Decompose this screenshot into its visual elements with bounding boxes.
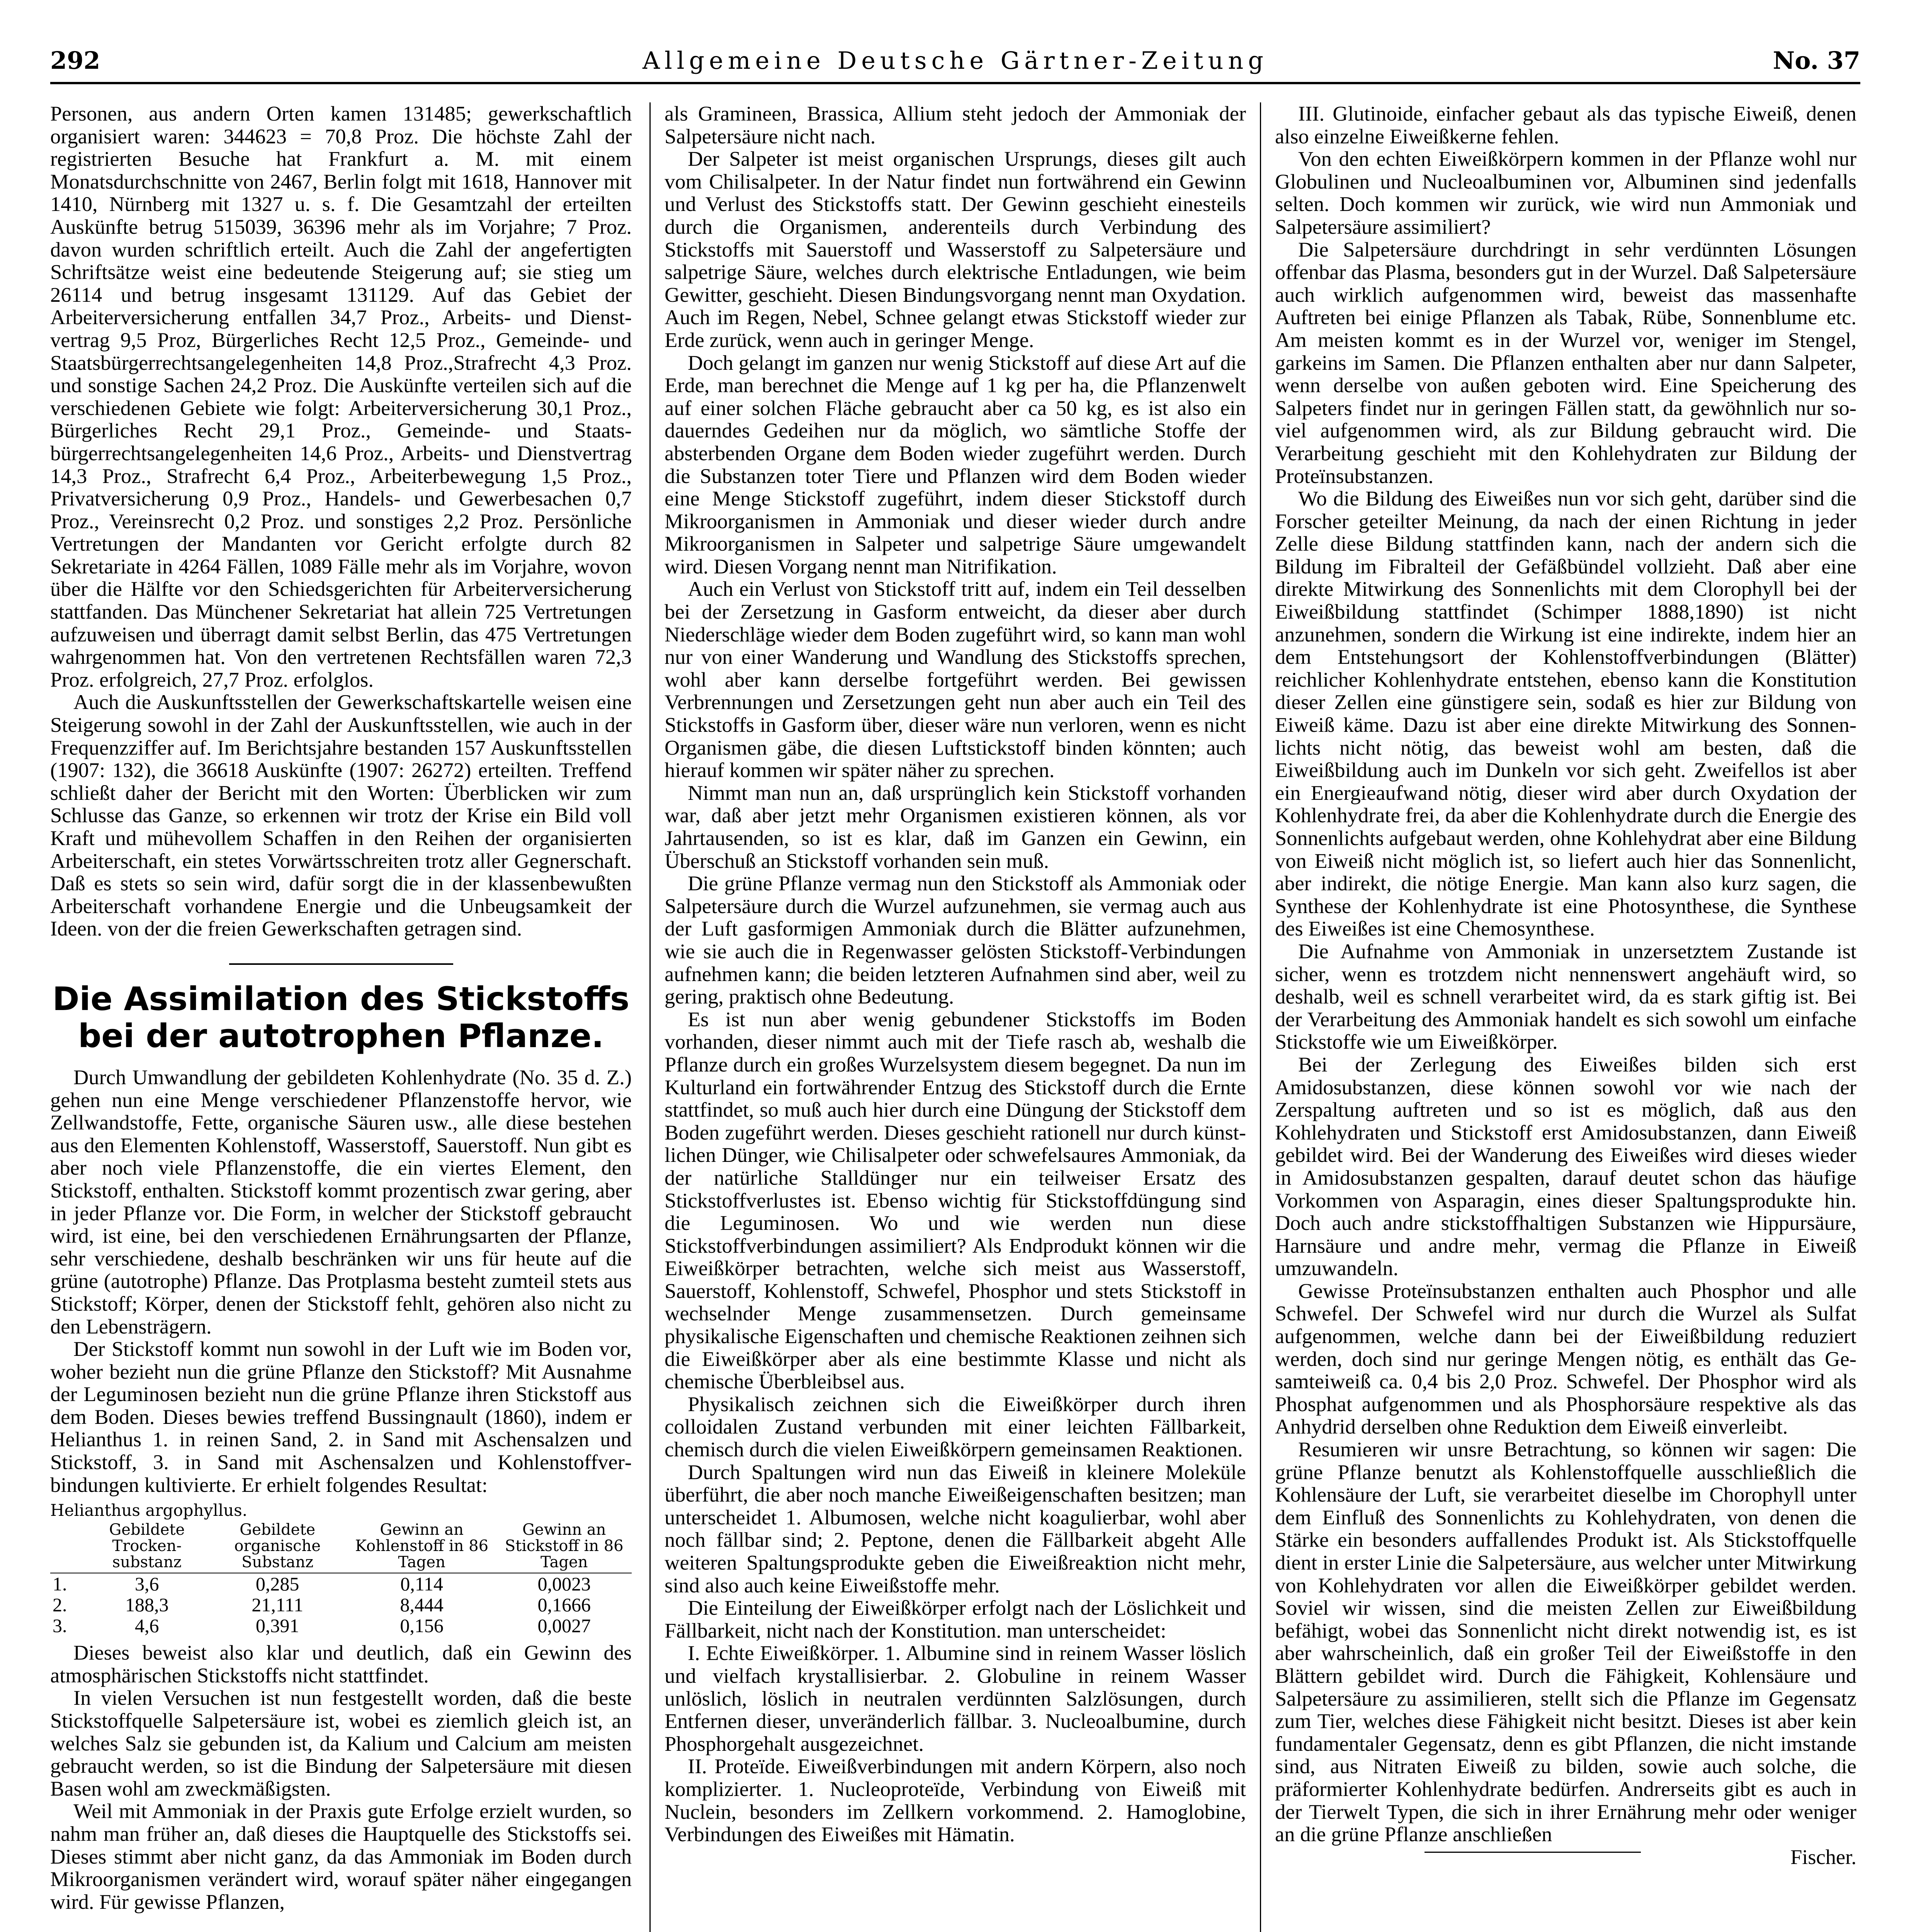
table-header: Gewinn an Kohlenstoff in 86 Tagen — [347, 1522, 497, 1573]
paragraph: Resumieren wir unsre Betrachtung, so können wir sagen: Die grüne Pflanze benutzt als Kohlenstoffquelle ausschließlich die Kohlensäure der Luft, sie verarbeitet dieselbe im Chorophyll unter dem Einfluß des Sonnenlichts zu Kohlehydraten, von denen die Stärke ein besonders auffallendes Produkt ist. Als Stickstoffquelle dient in erster Linie die Salpetersäure, aus welcher unter Mitwirkung von Kohlehydraten vor allen die Eiweißkörper gebildet werden. Soviel wir wissen, sind die meisten Zellen zur Eiweißbildung befähigt, wobei das Sonnenlicht nicht direkt notwendig ist, es ist aber wahrscheinlich, daß ein großer Teil der Eiweißstoffe in den Blättern gebildet wird. Durch die Fähigkeit, Kohlensäure und Salpetersäure zu assimilieren, stellt sich die Pflanze im Gegensatz zum Tier, welches diese Fähigkeit nicht besitzt. Dieses ist aber kein fundamentaler Gegensatz, denn es gibt Pflanzen, die nicht imstande sind, aus Nitraten Eiweiß zu bilden, sowie auch solche, die präformierter Kohlenhydrate bedürfen. Andrerseits gibt es auch in der Tierwelt Typen, die sich in ihrer Ernährung mehr oder weniger an die grüne Pflanze anschließen — [1275, 1437, 1856, 1846]
table-header-blank — [50, 1522, 86, 1573]
table-cell: 0,285 — [255, 1573, 299, 1595]
table-cell: 0,1666 — [537, 1594, 591, 1616]
table-cell: 0,391 — [255, 1615, 299, 1637]
results-table — [50, 1522, 632, 1636]
paragraph: Durch Umwandlung der gebildeten Kohlenhydrate (No. 35 d. Z.) gehen nun eine Menge verschiedener Pflanzenstoffe hervor, wie Zellwandstoffe, Fette, organische Säuren usw., alle diese bestehen aus den Elementen Kohlenstoff, Wasserstoff, Sauerstoff. Nun gibt es aber noch viele Pflanzenstoffe, die ein viertes Element, den Stickstoff, enthalten. Stickstoff kommt prozentisch zwar gering, aber in jeder Pflanze vor. Die Form, in welcher der Stickstoff gebraucht wird, ist eine, bei den verschiedenen Ernährungsarten der Pflanze, sehr verschiedene, deshalb beschränken wir uns für heute auf die grüne (autotrophe) Pflanze. Das Protplasma besteht zumteil stets aus Stickstoff; Körper, denen der Stickstoff fehlt, gehören also nicht zu den Lebensträgern. — [50, 1065, 632, 1338]
paragraph: Bei der Zerlegung des Eiweißes bilden sich erst Amidosubstanzen, diese können sowohl vor wie nach der Zerspaltung auftreten und so ist es möglich, daß aus den Kohlehydraten und Stickstoff erst Amidosubstanzen, dann Eiweiß gebildet wird. Bei der Wanderung des Eiweißes wird dieses wieder in Amidosubstanzen gespalten, darauf deutet schon das häufige Vorkommen von Asparagin, eines dieser Spaltungsprodukte hin. Doch auch andre stickstoffhaltigen Substanzen wie Hippursäure, Harnsäure und andre mehr, vermag die Pflanze in Eiweiß umzuwandeln. — [1275, 1052, 1856, 1280]
paragraph: Weil mit Ammoniak in der Praxis gute Erfolge erzielt wurden, so nahm man früher an, daß dieses die Hauptquelle des Stickstoffs sei. Dieses stimmt aber nicht ganz, da das Ammoniak im Boden durch Mikroorganismen verändert wird, worauf später näher eingegangen wird. Für gewisse Pflanzen, — [50, 1799, 632, 1913]
paragraph: Die Aufnahme von Ammoniak in unzersetztem Zustande ist sicher, wenn es trotzdem nicht nennenswert angehäuft wird, so deshalb, weil es schnell verarbeitet wird, da es stark giftig ist. Bei der Verarbeitung des Ammoniak handelt es sich sowohl um einfache Stickstoffe wie um Eiweißkörper. — [1275, 939, 1856, 1054]
table-cell: 0,0027 — [537, 1615, 591, 1637]
issue-number: No. 37 — [1773, 46, 1860, 75]
table-cell: 0,156 — [400, 1615, 444, 1637]
paragraph: Nimmt man nun an, daß ursprünglich kein Stickstoff vorhanden war, daß aber jetzt mehr Organismen existieren können, als vor Jahrtausenden, so ist es klar, daß im Ganzen ein Gewinn, ein Überschuß an Stickstoff vorhanden sein muß. — [665, 781, 1246, 872]
table-header: Gewinn an Stickstoff in 86 Tagen — [496, 1522, 632, 1573]
paragraph: Die Einteilung der Eiweißkörper erfolgt nach der Löslichkeit und Fällbarkeit, nicht nach der Konstitution. man unterscheidet: — [665, 1596, 1246, 1642]
column-1 — [50, 102, 632, 1913]
paragraph: Die grüne Pflanze vermag nun den Stickstoff als Ammoniak oder Salpetersäure durch die Wurzel aufzunehmen, sie vermag auch aus der Luft gasformigen Ammoniak durch die Blätter aufzunehmen, wie sie auch die in Regenwasser gelösten Stickstoff-Verbindungen aufnehmen kann; die beiden letzteren Aufnahmen sind aber, weil zu gering, praktisch ohne Bedeutung. — [665, 871, 1246, 1009]
paragraph: In vielen Versuchen ist nun festgestellt worden, daß die beste Stickstoffquelle Salpetersäure ist, wobei es ziemlich gleich ist, an welches Salz sie gebunden ist, da Kalium und Calcium am meisten gebraucht werden, so ist die Bindung der Salpetersäure mit diesen Basen wohl am zweckmäßigsten. — [50, 1686, 632, 1800]
table-row — [50, 1594, 632, 1615]
paragraph: als Gramineen, Brassica, Allium steht jedoch der Ammoniak der Salpetersäure nicht nach. — [665, 102, 1246, 148]
column-divider-1 — [649, 102, 651, 1932]
table-row-label: 2. — [53, 1594, 67, 1616]
column-divider-2 — [1260, 102, 1261, 1932]
paragraph: Personen, aus andern Orten kamen 131485; gewerkschaftlich organisiert waren: 344623 = 70,8 Proz. Die höchste Zahl der registrierten Besuche hat Frankfurt a. M. mit einem Monatsdurchschnitte von 2467, Berlin folgt mit 1618, Hannover mit 1410, Nürnberg mit 1327 u. s. f. Die Gesamtzahl der erteilten Auskünfte betrug 515039, 36396 mehr als im Vorjahre; 7 Proz. davon wurden schriftlich erteilt. Auch die Zahl der angefertigten Schriftsätze weist eine bedeutende Steigerung auf; sie stieg um 26114 und betrug insgesamt 131129. Auf das Gebiet der Arbeiterversicherung entfallen 34,7 Proz., Arbeits- und Dienstvertrag 9,5 Proz, Bürgerliches Recht 12,5 Proz., Gemeinde- und Staatsbürgerrechtsangelegenheiten 14,8 Proz.,Strafrecht 4,3 Proz. und sonstige Sachen 24,2 Proz. Die Auskünfte verteilen sich auf die verschiedenen Gebiete wie folgt: Arbeiterversicherung 30,1 Proz., Bürgerliches Recht 29,1 Proz., Gemeinde- und Staatsbürgerrechtsangelegenheiten 14,6 Proz., Arbeits- und Dienstvertrag 14,3 Proz., Strafrecht 6,4 Proz., Arbeiterbewegung 1,5 Proz., Privatversicherung 0,9 Proz., Handels- und Gewerbesachen 0,7 Proz., Vereinsrecht 0,2 Proz. und sonstiges 2,2 Proz. Persönliche Vertretungen der Mandanten vor Gericht erfolgte durch 82 Sekretariate in 4264 Fällen, 1089 Fälle mehr als im Vorjahre, wovon über die Hälfte vor den Schiedsgerichten für Arbeiterversicherung stattfanden. Das Münchener Sekretariat hat allein 725 Vertretungen aufzuweisen und überragt damit selbst Berlin, das 475 Vertretungen wahrgenommen hat. Von den vertretenen Rechtsfällen waren 72,3 Proz. erfolgreich, 27,7 Proz. erfolglos. — [50, 102, 632, 691]
article-title-line-2: bei der autotrophen Pflanze. — [78, 1017, 604, 1055]
page-number: 292 — [50, 46, 100, 75]
table-cell: 188,3 — [125, 1594, 169, 1616]
article-signoff — [1275, 1846, 1856, 1869]
table-row — [50, 1573, 632, 1594]
table-cell: 0,114 — [400, 1573, 443, 1595]
paragraph: Doch gelangt im ganzen nur wenig Stickstoff auf diese Art auf die Erde, man berechnet die Menge auf 1 kg per ha, die Pflanzenwelt auf einer solchen Fläche gebraucht aber ca 50 kg, es ist also ein dauerndes Gedeihen nur da möglich, wo sämtliche Stoffe der absterbenden Organe dem Boden wieder zugeführt werden. Durch die Substanzen toter Tiere und Pflanzen wird dem Boden wieder eine Menge Stickstoff zugeführt, indem dieser Stickstoff durch Mikroorganismen in Ammoniak und dieser wieder durch andre Mikroorganismen in Salpeter und salpetrige Säure umgewandelt wird. Diesen Vorgang nennt man Nitrifikation. — [665, 350, 1246, 578]
paragraph: Dieses beweist also klar und deutlich, daß ein Gewinn des atmosphärischen Stickstoffs nicht stattfindet. — [50, 1641, 632, 1687]
paragraph: II. Proteïde. Eiweißverbindungen mit andern Körpern, also noch komplizierter. 1. Nucleoproteïde, Verbindung von Eiweiß mit Nuclein, besonders im Zellkern vorkommend. 2. Hamoglobine, Verbindungen des Eiweißes mit Hämatin. — [665, 1754, 1246, 1846]
header-rule — [50, 82, 1860, 84]
column-3 — [1275, 102, 1856, 1868]
table-cell: 21,111 — [252, 1594, 304, 1616]
table-cell: 0,0023 — [537, 1573, 591, 1595]
paragraph: Durch Spaltungen wird nun das Eiweiß in kleinere Moleküle überführt, die aber noch manche Eiweißeigenschaften besitzen; man unterscheidet 1. Albumosen, welche nicht koagulierbar, wohl aber noch fällbar sind; 2. Peptone, denen die Fällbarkeit abgeht Alle weiteren Spaltungsprodukte geben die Eiweißreaktion nicht mehr, sind also auch keine Eiweißstoffe mehr. — [665, 1460, 1246, 1597]
table-header-row — [50, 1522, 632, 1573]
paragraph: Physikalisch zeichnen sich die Eiweißkörper durch ihren colloidalen Zustand verbunden mit einer leichten Fällbarkeit, chemisch durch die vielen Eiweißkörpern gemeinsamen Reaktionen. — [665, 1392, 1246, 1461]
paragraph: Der Salpeter ist meist organischen Ursprungs, dieses gilt auch vom Chilisalpeter. In der Natur findet nun fortwährend ein Gewinn und Verlust des Stickstoffs statt. Der Gewinn geschieht einesteils durch die Organismen, anderenteils durch Verbindung des Stickstoffs mit Sauerstoff und Wasserstoff zu Salpetersäure und salpetrige Säure, welches durch elektrische Entladungen, wie beim Gewitter, geschieht. Diesen Bindungsvorgang nennt man Oxydation. Auch im Regen, Nebel, Schnee gelangt etwas Stickstoff wieder zur Erde zurück, wenn auch in geringer Menge. — [665, 147, 1246, 352]
table-header: Gebildete organische Substanz — [208, 1522, 347, 1573]
column-2 — [665, 102, 1246, 1846]
table-row-label: 1. — [53, 1573, 67, 1595]
paragraph: Wo die Bildung des Eiweißes nun vor sich geht, darüber sind die Forscher geteilter Meinung, da nach der einen Richtung in jeder Zelle diese Bildung stattfinden kann, nach der andern sich die Bildung im Fibralteil der Gefäßbündel vollzieht. Daß aber eine direkte Mitwirkung des Sonnenlichts mit dem Clorophyll bei der Eiweißbildung stattfindet (Schimper 1888,1890) ist nicht anzunehmen, sondern die Wirkung ist eine indirekte, indem hier an dem Entstehungsort der Kohlenstoffverbindungen (Blätter) reichlicher Kohlenhydrate entstehen, ebenso kann die Konstitution dieser Zellen eine günstigere sein, sodaß es hier zur Bildung von Eiweiß käme. Dazu ist aber eine direkte Mitwirkung des Sonnenlichts nicht nötig, das beweist wohl am besten, daß die Eiweißbildung auch im Dunkeln vor sich geht. Zweifellos ist aber ein Energieaufwand nötig, dieser wird aber durch Oxydation der Kohlenhydrate frei, da aber die Kohlenhydrate durch die Energie des Sonnenlichts aufgebaut werden, ohne Kohlehydrat aber eine Bildung von Eiweiß nicht möglich ist, so liefert auch hier das Sonnenlicht, aber indirekt, die nötige Energie. Man kann also kurz sagen, die Synthese der Kohlenhydrate ist eine Photosynthese, die Synthese des Eiweißes ist eine Chemosynthese. — [1275, 486, 1856, 940]
paragraph: Von den echten Eiweißkörpern kommen in der Pflanze wohl nur Globulinen und Nucleoalbuminen vor, Albuminen sind jedenfalls selten. Doch kommen wir zurück, wie wird nun Ammoniak und Salpetersäure assimiliert? — [1275, 147, 1856, 238]
paragraph: III. Glutinoide, einfacher gebaut als das typische Eiweiß, denen also einzelne Eiweißkerne fehlen. — [1275, 102, 1856, 148]
journal-title: Allgemeine Deutsche Gärtner-Zeitung — [643, 46, 1268, 75]
paragraph: Auch ein Verlust von Stickstoff tritt auf, indem ein Teil desselben bei der Zersetzung in Gasform entweicht, da dieser aber durch Niederschläge wieder dem Boden zugeführt wird, so kann man wohl nur von einer Wanderung und Wandlung des Stickstoffs sprechen, wohl aber kann derselbe fortgeführt werden. Bei gewissen Verbrennungen und Zersetzungen geht nun aber auch ein Teil des Stickstoffs in Gasform über, dieser wäre nun verloren, wenn es nicht Organismen gäbe, die diesen Luftstickstoff binden könnten; auch hierauf kommen wir später näher zu sprechen. — [665, 577, 1246, 782]
table-cell: 4,6 — [135, 1615, 159, 1637]
paragraph: Auch die Auskunftsstellen der Gewerkschaftskartelle weisen eine Steigerung sowohl in der Zahl der Auskunftsstellen, wie auch in der Frequenzziffer auf. Im Berichtsjahre bestanden 157 Auskunftsstellen (1907: 132), die 36618 Auskünfte (1907: 26272) erteilten. Treffend schließt daher der Bericht mit den Worten: Überblicken wir zum Schlusse das Ganze, so erkennen wir trotz der Krise ein Bild voll Kraft und mühevollem Schaffen in den Reihen der organisierten Arbeiterschaft, ein stetes Vorwärtsschreiten trotz aller Gegnerschaft. Daß es stets so sein wird, dafür sorgt die in der klassenbewußten Arbeiterschaft vorhandene Energie und die Unbeugsamkeit der Ideen. von der die freien Gewerkschaften getragen sind. — [50, 690, 632, 940]
page-header — [50, 46, 1860, 81]
table-row-label: 3. — [53, 1615, 67, 1637]
table-cell: 8,444 — [400, 1594, 444, 1616]
paragraph: I. Echte Eiweißkörper. 1. Albumine sind in reinem Wasser löslich und vielfach krystallisierbar. 2. Globuline in reinem Wasser unlöslich, löslich in neutralen verdünnten Salzlösungen, durch Entfernen dieser, unveränderlich fällbar. 3. Nucleoalbumine, durch Phosphorgehalt ausgezeichnet. — [665, 1641, 1246, 1755]
article-title — [50, 980, 632, 1054]
article-title-line-1: Die Assimilation des Stickstoffs — [52, 980, 630, 1018]
section-divider — [229, 963, 453, 965]
paragraph: Es ist nun aber wenig gebundener Stickstoffs im Boden vorhanden, dieser nimmt auch mit der Tiefe rasch ab, weshalb die Pflanze durch ein großes Wurzelsystem diesem begegnet. Da nun im Kulturland ein fortwährender Entzug des Stickstoff durch die Ernte stattfindet, so muß auch hier durch eine Düngung der Stickstoff dem Boden zugeführt werden. Dieses geschieht rationell nur durch künstlichen Dünger, wie Chilisalpeter oder schwefelsaures Ammoniak, da der natürliche Stalldünger nur ein teilweiser Ersatz des Stickstoffverlustes ist. Ebenso wichtig für Stickstoffdüngung sind die Leguminosen. Wo und wie werden nun diese Stickstoffverbindungen assimiliert? Als Endprodukt können wir die Eiweißkörper betrachten, welche sich meist aus Wasserstoff, Sauerstoff, Kohlenstoff, Schwefel, Phosphor und stets Stickstoff in wechselnder Menge zusammensetzen. Durch gemeinsame physikalische Eigenschaften und chemische Reaktionen zeihnen sich die Eiweißkörper aber als eine bestimmte Klasse und nicht als chemische Überbleibsel aus. — [665, 1007, 1246, 1393]
paragraph: Die Salpetersäure durchdringt in sehr verdünnten Lösungen offenbar das Plasma, besonders gut in der Wurzel. Daß Salpetersäure auch wirklich aufgenommen wird, beweist das massenhafte Auftreten bei einige Pflanzen als Tabak, Rübe, Sonnenblume etc. Am meisten kommt es in der Wurzel vor, weniger im Stengel, garkeins im Samen. Die Pflanzen enthalten aber nur dann Salpeter, wenn derselbe von außen geboten wird. Eine Speicherung des Salpeters findet nur in geringen Fällen statt, da gewöhnlich nur soviel aufgenommen wird, als zur Bildung gebraucht wird. Die Verarbeitung geschieht mit den Kohlehydraten zur Bildung der Proteïnsubstanzen. — [1275, 237, 1856, 488]
author-name: Fischer. — [1790, 1845, 1856, 1869]
table-cell: 3,6 — [135, 1573, 159, 1595]
table-caption: Helianthus argophyllus. — [50, 1501, 248, 1520]
table-header: Gebildete Trockensubstanz — [86, 1522, 208, 1573]
signoff-line — [1425, 1852, 1641, 1853]
paragraph: Gewisse Proteïnsubstanzen enthalten auch Phosphor und alle Schwefel. Der Schwefel wird nur durch die Wurzel als Sulfat aufgenommen, welche dann bei der Eiweißbildung reduziert werden, doch sind nur geringe Mengen nötig, es enthält das Gesamteiweiß ca. 0,4 bis 2,0 Proz. Schwefel. Der Phosphor wird als Phosphat aufgenommen und als Phosphorsäure respektive als das Anhydrid derselben ohne Reduktion dem Eiweiß einverleibt. — [1275, 1279, 1856, 1439]
paragraph: Der Stickstoff kommt nun sowohl in der Luft wie im Boden vor, woher bezieht nun die grüne Pflanze den Stickstoff? Mit Ausnahme der Leguminosen bezieht nun die grüne Pflanze ihren Stickstoff aus dem Boden. Dieses bewies treffend Bussingnault (1860), indem er Helianthus 1. in reinen Sand, 2. in Sand mit Aschensalzen und Stickstoff, 3. in Sand mit Aschensalzen und Kohlenstoffverbindungen kultivierte. Er erhielt folgendes Resultat: — [50, 1337, 632, 1497]
table-row — [50, 1615, 632, 1636]
